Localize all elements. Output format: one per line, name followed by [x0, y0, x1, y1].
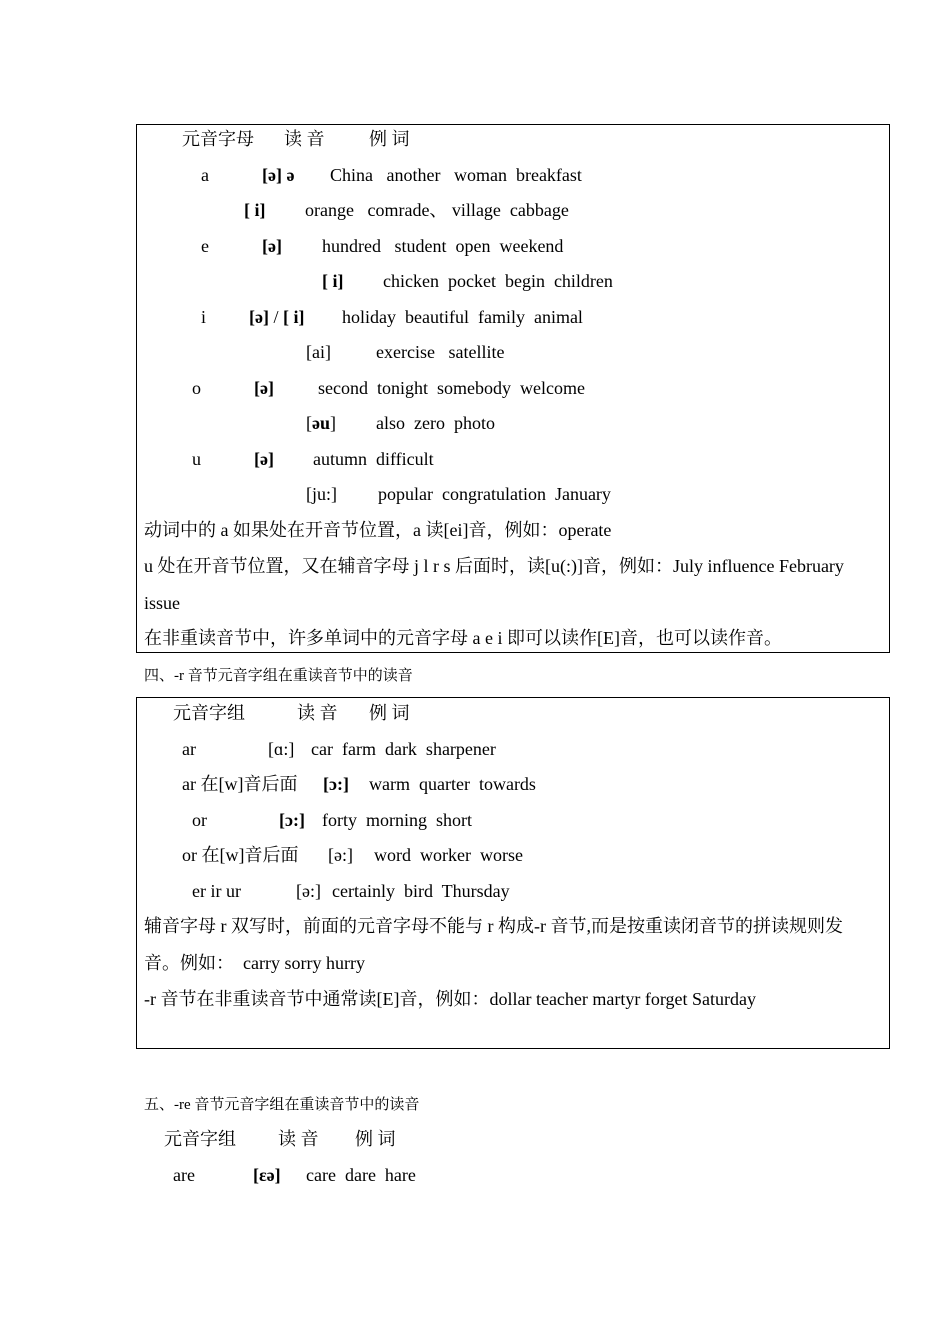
row-a2-ipa: [ i]	[244, 200, 266, 220]
s4-row-wor-words: word worker worse	[374, 845, 523, 865]
row-i-ipa-a: [ə]	[249, 307, 269, 327]
s4-row-ar-words: car farm dark sharpener	[311, 739, 496, 759]
s4-row-or-ipa: [ɔ:]	[279, 810, 305, 830]
s4-row-wor-group: or 在[w]音后面	[182, 845, 299, 865]
header-pronunciation: 读 音	[284, 129, 325, 149]
row-a2-words: orange comrade、 village cabbage	[305, 200, 569, 220]
header-vowel-letter: 元音字母	[182, 129, 254, 149]
row-e-letter: e	[201, 236, 209, 256]
row-o2-ipa-open: [	[306, 413, 312, 433]
row-i2-ipa: [ai]	[306, 342, 331, 362]
row-i-ipa-b: [ i]	[283, 307, 305, 327]
row-o2-ipa	[306, 412, 336, 434]
note-u-open-cont: issue	[144, 593, 180, 613]
row-o2-ipa-close: ]	[330, 413, 336, 433]
row-o-words: second tonight somebody welcome	[318, 378, 585, 398]
s4-header-group: 元音字组	[173, 703, 245, 723]
s4-row-war-words: warm quarter towards	[369, 774, 536, 794]
s4-row-war-ipa: [ɔ:]	[323, 774, 349, 794]
row-a-words: China another woman breakfast	[330, 165, 582, 185]
row-o2-words: also zero photo	[376, 413, 495, 433]
note-u-open: u 处在开音节位置，又在辅音字母 j l r s 后面时，读[u(:)]音，例如：July influence February	[144, 556, 844, 576]
row-o-ipa: [ə]	[254, 378, 274, 398]
row-u-words: autumn difficult	[313, 449, 434, 469]
row-u-letter: u	[192, 449, 201, 469]
s4-row-war-group: ar 在[w]音后面	[182, 774, 298, 794]
row-i-words: holiday beautiful family animal	[342, 307, 583, 327]
row-o2-ipa-sound: əu	[312, 413, 330, 433]
s4-row-wor-ipa: [ə:]	[328, 845, 353, 865]
s5-row-are-group: are	[173, 1165, 195, 1185]
s4-note-double-r-cont: 音。例如： carry sorry hurry	[144, 953, 365, 973]
s4-note-unstressed: -r 音节在非重读音节中通常读[E]音，例如：dollar teacher martyr forget Saturday	[144, 989, 757, 1009]
row-a-letter: a	[201, 165, 209, 185]
section4-title: 四、-r 音节元音字组在重读音节中的读音	[144, 668, 413, 684]
row-o-letter: o	[192, 378, 201, 398]
header-examples: 例 词	[369, 129, 410, 149]
row-i-letter: i	[201, 307, 207, 327]
row-u2-words: popular congratulation January	[378, 484, 611, 504]
s4-note-double-r: 辅音字母 r 双写时，前面的元音字母不能与 r 构成-r 音节,而是按重读闭音节的拼读规则发	[144, 916, 843, 936]
s5-row-are-ipa: [εə]	[253, 1165, 281, 1185]
s4-row-or-words: forty morning short	[322, 810, 472, 830]
row-i-ipa	[249, 306, 305, 328]
s4-row-er-ipa: [ə:]	[296, 881, 321, 901]
s4-row-ar-group: ar	[182, 739, 196, 759]
s4-row-or-group: or	[192, 810, 207, 830]
s5-header-examples: 例 词	[355, 1129, 396, 1149]
s4-header-examples: 例 词	[369, 703, 410, 723]
section5-title: 五、-re 音节元音字组在重读音节中的读音	[144, 1097, 420, 1113]
row-u2-ipa: [ju:]	[306, 484, 337, 504]
note-unstressed: 在非重读音节中，许多单词中的元音字母 a e i 即可以读作[E]音，也可以读作音。	[144, 628, 782, 648]
s5-row-are-words: care dare hare	[306, 1165, 416, 1185]
s5-header-group: 元音字组	[164, 1129, 236, 1149]
row-e2-words: chicken pocket begin children	[383, 271, 613, 291]
s4-row-er-group: er ir ur	[192, 881, 241, 901]
s5-header-pronunciation: 读 音	[278, 1129, 319, 1149]
row-i-ipa-sep: /	[268, 307, 283, 327]
row-a-ipa: [ə] ə	[262, 165, 295, 185]
row-u-ipa: [ə]	[254, 449, 274, 469]
row-i2-words: exercise satellite	[376, 342, 505, 362]
row-e2-ipa: [ i]	[322, 271, 344, 291]
note-verb-a: 动词中的 a 如果处在开音节位置，a 读[ei]音，例如：operate	[144, 520, 612, 540]
s4-row-er-words: certainly bird Thursday	[332, 881, 510, 901]
row-e-ipa: [ə]	[262, 236, 282, 256]
row-e-words: hundred student open weekend	[322, 236, 564, 256]
s4-header-pronunciation: 读 音	[297, 703, 338, 723]
s4-row-ar-ipa: [ɑ:]	[268, 739, 295, 759]
